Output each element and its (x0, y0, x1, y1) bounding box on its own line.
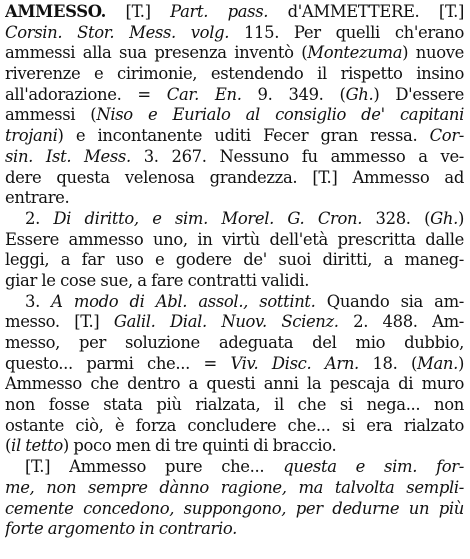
italic-run: Part. pass. (170, 2, 269, 21)
text-run: entrare. (5, 188, 70, 208)
italic-run: Cor- (429, 126, 464, 146)
text-run: ) e incontanente uditi Fecer gran ressa. (57, 126, 430, 146)
entry-line (5, 519, 464, 540)
text-run: non fosse stata più rialzata, il che si nega... non (5, 395, 464, 415)
text-run: d'AMMETTERE. [T.] (268, 2, 464, 21)
entry-line (5, 230, 464, 251)
italic-run: Viv. Disc. Arn. (230, 353, 359, 373)
entry-line (5, 416, 464, 437)
entry-line (5, 2, 464, 23)
italic-run: Car. En. (166, 84, 242, 104)
entry-line (5, 147, 464, 168)
text-run: 3. (25, 291, 52, 311)
entry-line (5, 188, 464, 209)
italic-run: questa e sim. for- (283, 457, 464, 477)
text-run: 3. 267. Nessuno fu ammesso a ve- (130, 146, 464, 166)
text-run: questo... parmi che... = (5, 353, 231, 373)
italic-run: me, non sempre dànno ragione, ma talvolta sempli- (5, 477, 464, 497)
italic-run: forte argomento in contrario. (5, 519, 238, 539)
text-run: messo. [T.] (5, 312, 114, 332)
entry-line (5, 354, 464, 375)
entry-line (5, 271, 464, 292)
text-run: all'adorazione. = (5, 84, 167, 104)
italic-run: Montezuma (307, 43, 403, 63)
entry-line (5, 374, 464, 395)
italic-run: A modo di Abl. assol., sottint. (51, 291, 316, 311)
text-run: giar le cose sue, a fare contratti validi. (5, 270, 310, 290)
entry-line (5, 312, 464, 333)
text-run: riverenze e cirimonie, estendendo il rispetto insino (5, 64, 464, 84)
entry-line (5, 168, 464, 189)
italic-run: Galil. Dial. Nuov. Scienz. (113, 312, 339, 332)
text-run: dere questa velenosa grandezza. [T.] Ammesso ad (5, 167, 464, 187)
entry-line (5, 23, 464, 44)
text-run: leggi, a far uso e godere de' suoi diritti, a maneg- (5, 250, 464, 270)
text-run: ) poco men di tre quinti di braccio. (62, 436, 337, 456)
entry-line (5, 209, 464, 230)
italic-run: Niso e Eurialo al consiglio de' capitani (96, 105, 464, 125)
text-run: 9. 349. ( (241, 84, 346, 104)
entry-line (5, 292, 464, 313)
headword: AMMESSO. (5, 2, 107, 21)
entry-line (5, 457, 464, 478)
italic-run: Gh. (345, 84, 374, 104)
text-run: 2. 488. Am- (338, 312, 464, 332)
text-run: ammessi ( (5, 105, 97, 125)
entry-line (5, 333, 464, 354)
text-run: 328. ( (362, 208, 431, 228)
entry-line (5, 64, 464, 85)
entry-line (5, 43, 464, 64)
text-run: ) (457, 208, 464, 228)
text-run: ) nuove (402, 43, 464, 63)
text-run: 18. ( (358, 353, 418, 373)
text-run: ( (5, 436, 12, 456)
italic-run: sin. Ist. Mess. (5, 146, 131, 166)
italic-run: Corsin. Stor. Mess. volg. (5, 22, 230, 42)
italic-run: trojani (5, 126, 58, 146)
text-run: Ammesso che dentro a questi anni la pescaja di muro (5, 374, 464, 394)
italic-run: Di diritto, e sim. Morel. G. Cron. (53, 208, 363, 228)
text-run: Quando sia am- (315, 291, 464, 311)
italic-run: Gh. (430, 208, 458, 228)
text-run: 2. (25, 208, 54, 228)
italic-run: Man. (417, 353, 458, 373)
text-run: 115. Per quelli ch'erano (229, 22, 464, 42)
entry-line (5, 250, 464, 271)
text-run: ostante ciò, è forza concludere che... si era rialzato (5, 415, 464, 435)
italic-run: il tetto (11, 436, 63, 456)
text-run: [T.] (106, 2, 171, 21)
text-run: Essere ammesso uno, in virtù dell'età prescritta dalle (5, 229, 464, 249)
entry-line (5, 478, 464, 499)
entry-line (5, 126, 464, 147)
text-run: [T.] Ammesso pure che... (25, 457, 284, 477)
entry-line (5, 436, 464, 457)
text-run: ) (457, 353, 464, 373)
text-run: ammessi alla sua presenza inventò ( (5, 43, 308, 63)
entry-line (5, 395, 464, 416)
italic-run: cemente concedono, suppongono, per dedurne un più (5, 498, 464, 518)
text-run: ) D'essere (373, 84, 464, 104)
text-run: messo, per soluzione adeguata del mio dubbio, (5, 333, 464, 352)
entry-line (5, 85, 464, 106)
entry-line (5, 499, 464, 520)
entry-line (5, 105, 464, 126)
